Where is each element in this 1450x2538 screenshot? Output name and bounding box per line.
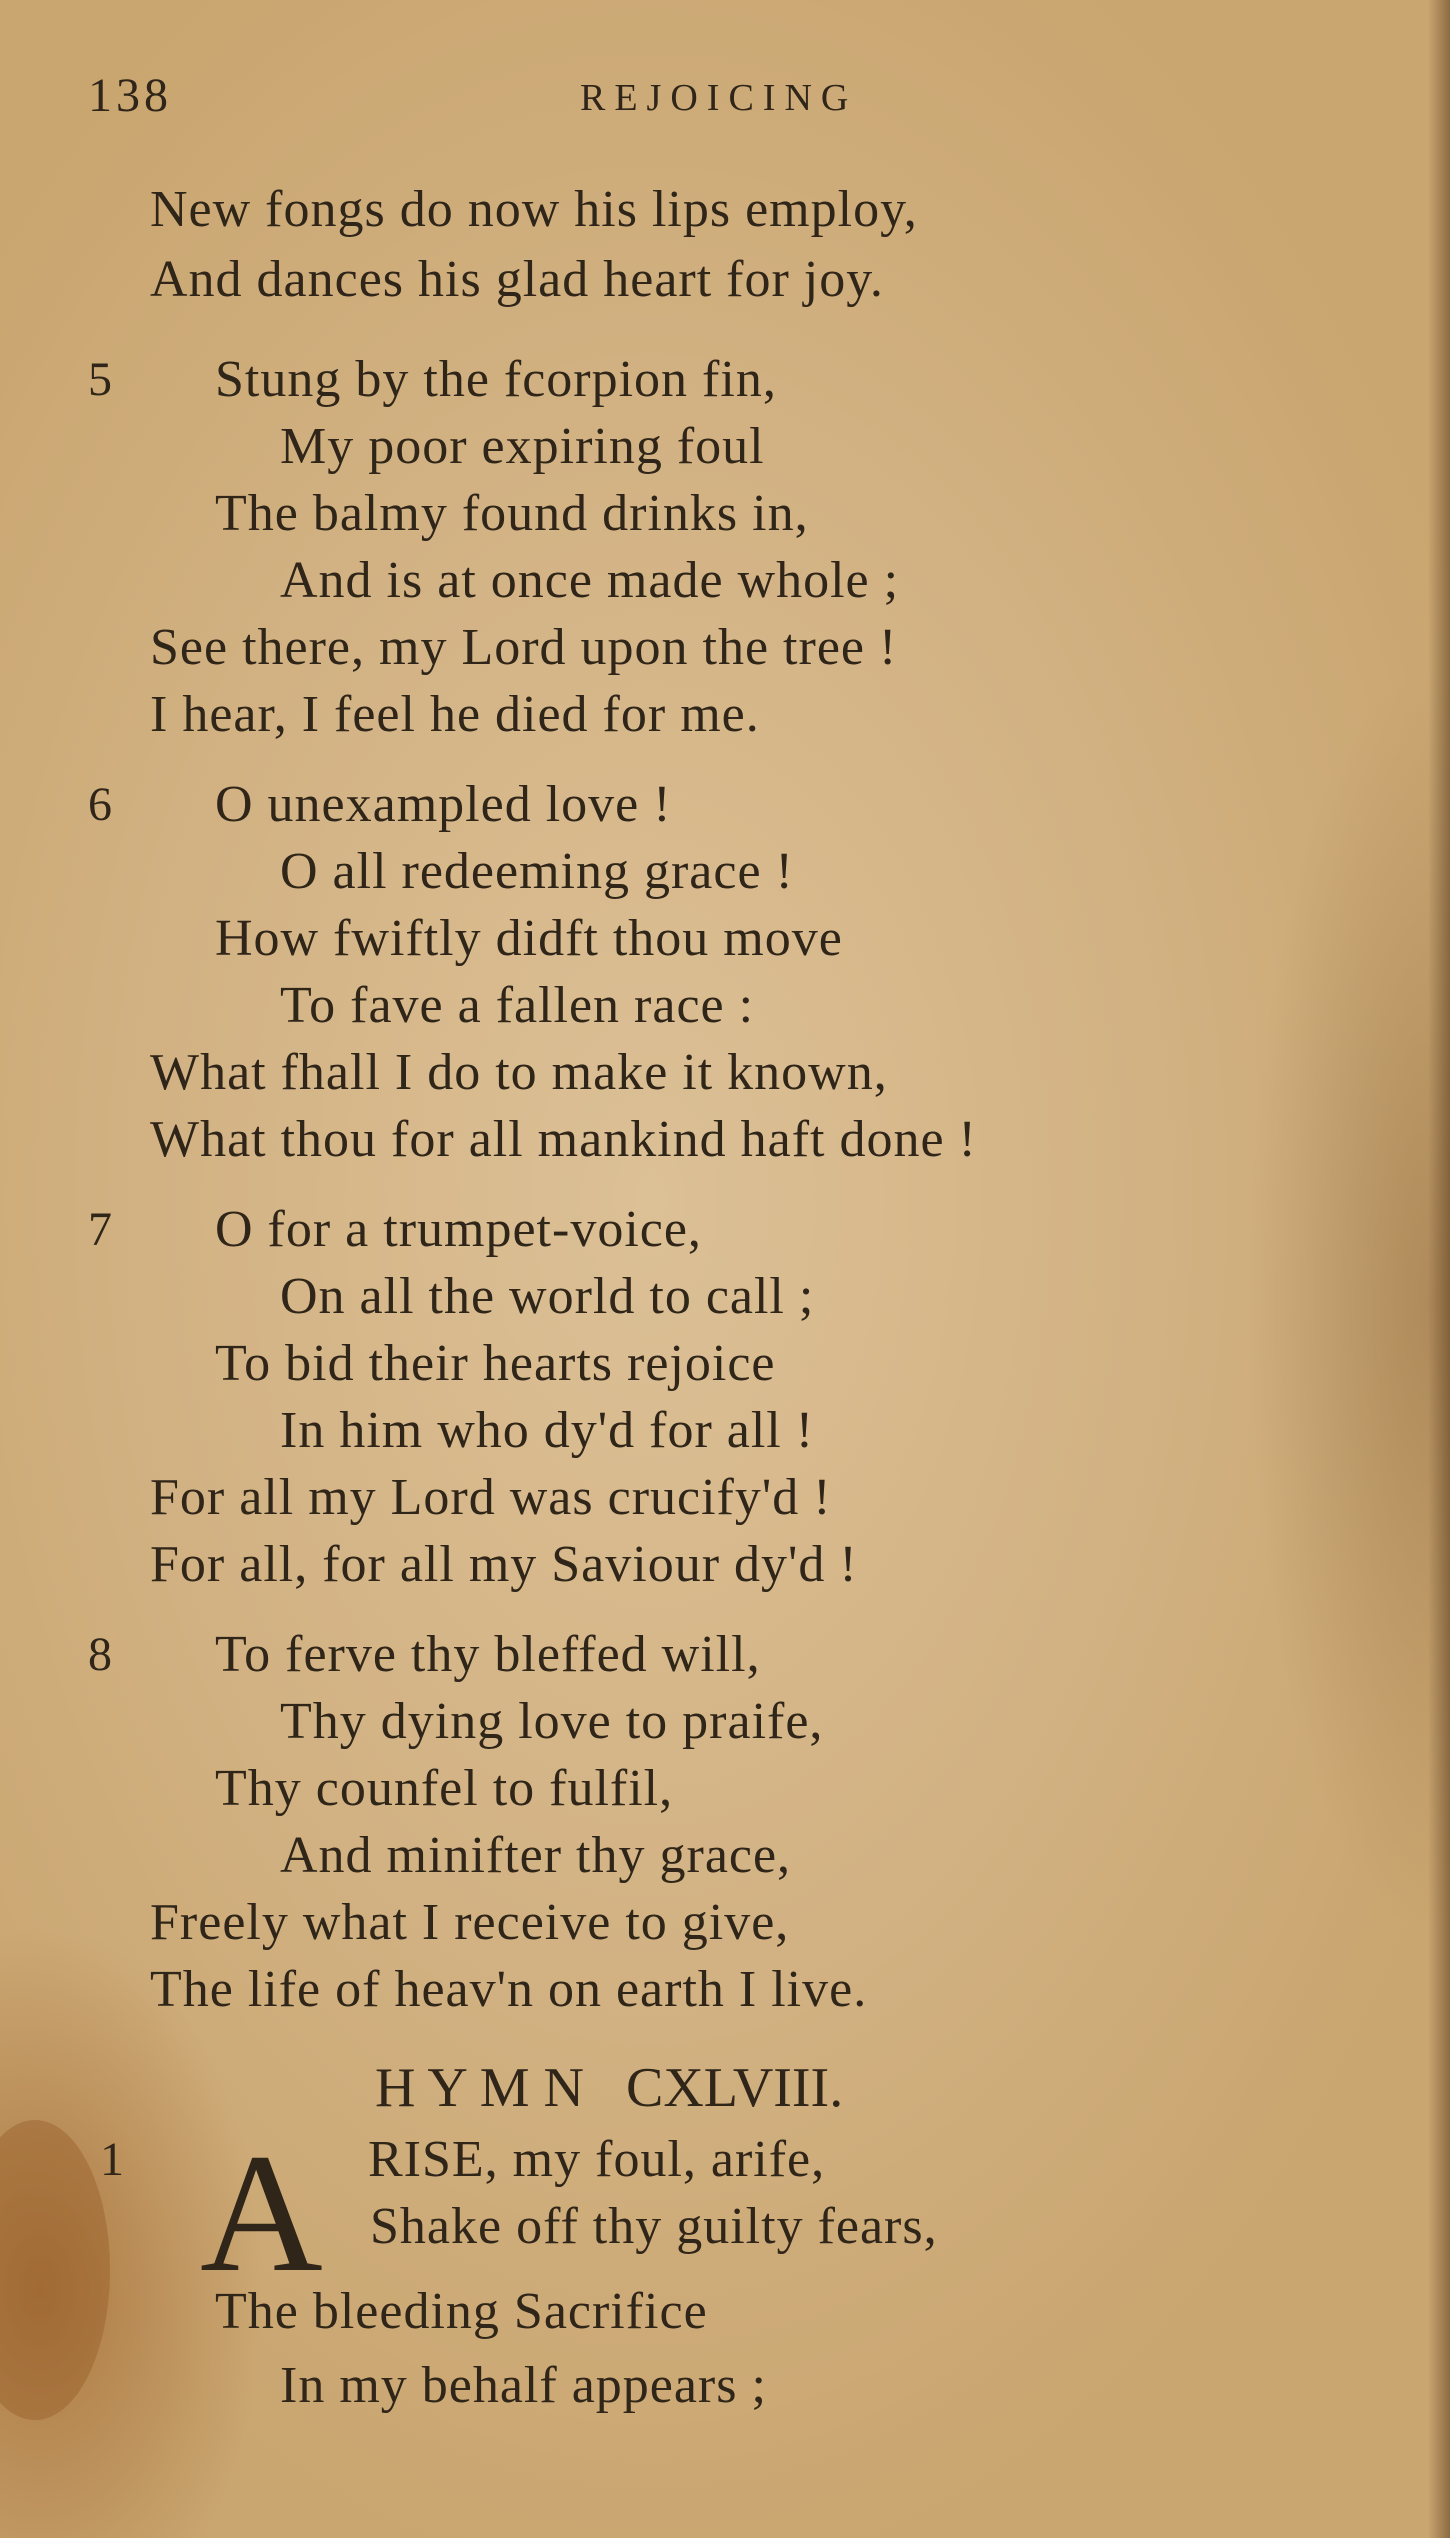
- verse-line: Thy dying love to praife,: [280, 1693, 824, 1750]
- verse-line: In my behalf appears ;: [280, 2357, 767, 2414]
- verse-line: New fongs do now his lips employ,: [150, 181, 918, 238]
- verse-line: For all my Lord was crucify'd !: [150, 1469, 832, 1526]
- verse-line: O all redeeming grace !: [280, 843, 794, 900]
- stanza-number: 6: [88, 778, 112, 831]
- verse-line: And is at once made whole ;: [280, 552, 900, 609]
- running-title: REJOICING: [580, 77, 858, 119]
- page-spine-shadow: [1428, 0, 1450, 2538]
- verse-line: The life of heav'n on earth I live.: [150, 1961, 868, 2018]
- verse-line: And minifter thy grace,: [280, 1827, 792, 1884]
- page-stain: [0, 2120, 110, 2420]
- verse-line: On all the world to call ;: [280, 1268, 815, 1325]
- verse-line: For all, for all my Saviour dy'd !: [150, 1536, 858, 1593]
- verse-line: Stung by the fcorpion fin,: [215, 351, 777, 408]
- verse-line: In him who dy'd for all !: [280, 1402, 815, 1459]
- verse-line: What fhall I do to make it known,: [150, 1044, 888, 1101]
- verse-line: Shake off thy guilty fears,: [370, 2198, 938, 2255]
- verse-line: To ferve thy bleffed will,: [215, 1626, 761, 1683]
- verse-line: To fave a fallen race :: [280, 977, 755, 1034]
- verse-line: The bleeding Sacrifice: [215, 2283, 708, 2340]
- hymn-heading: H Y M N CXLVIII.: [375, 2057, 844, 2119]
- stanza-number: 5: [88, 353, 112, 406]
- verse-line: Thy counfel to fulfil,: [215, 1760, 674, 1817]
- verse-line: Freely what I receive to give,: [150, 1894, 790, 1951]
- verse-line: What thou for all mankind haft done !: [150, 1111, 977, 1168]
- verse-line: How fwiftly didft thou move: [215, 910, 843, 967]
- verse-line: O unexampled love !: [215, 776, 672, 833]
- verse-line: And dances his glad heart for joy.: [150, 251, 884, 308]
- stanza-number: 1: [100, 2133, 124, 2186]
- verse-line: See there, my Lord upon the tree !: [150, 619, 898, 676]
- verse-line: RISE, my foul, arife,: [368, 2131, 826, 2188]
- stanza-number: 8: [88, 1628, 112, 1681]
- verse-line: I hear, I feel he died for me.: [150, 686, 760, 743]
- verse-line: My poor expiring foul: [280, 418, 765, 475]
- verse-line: To bid their hearts rejoice: [215, 1335, 776, 1392]
- stanza-number: 7: [88, 1203, 112, 1256]
- page-number: 138: [88, 69, 172, 122]
- verse-line: O for a trumpet-voice,: [215, 1201, 702, 1258]
- drop-cap: A: [200, 2119, 323, 2307]
- verse-line: The balmy found drinks in,: [215, 485, 809, 542]
